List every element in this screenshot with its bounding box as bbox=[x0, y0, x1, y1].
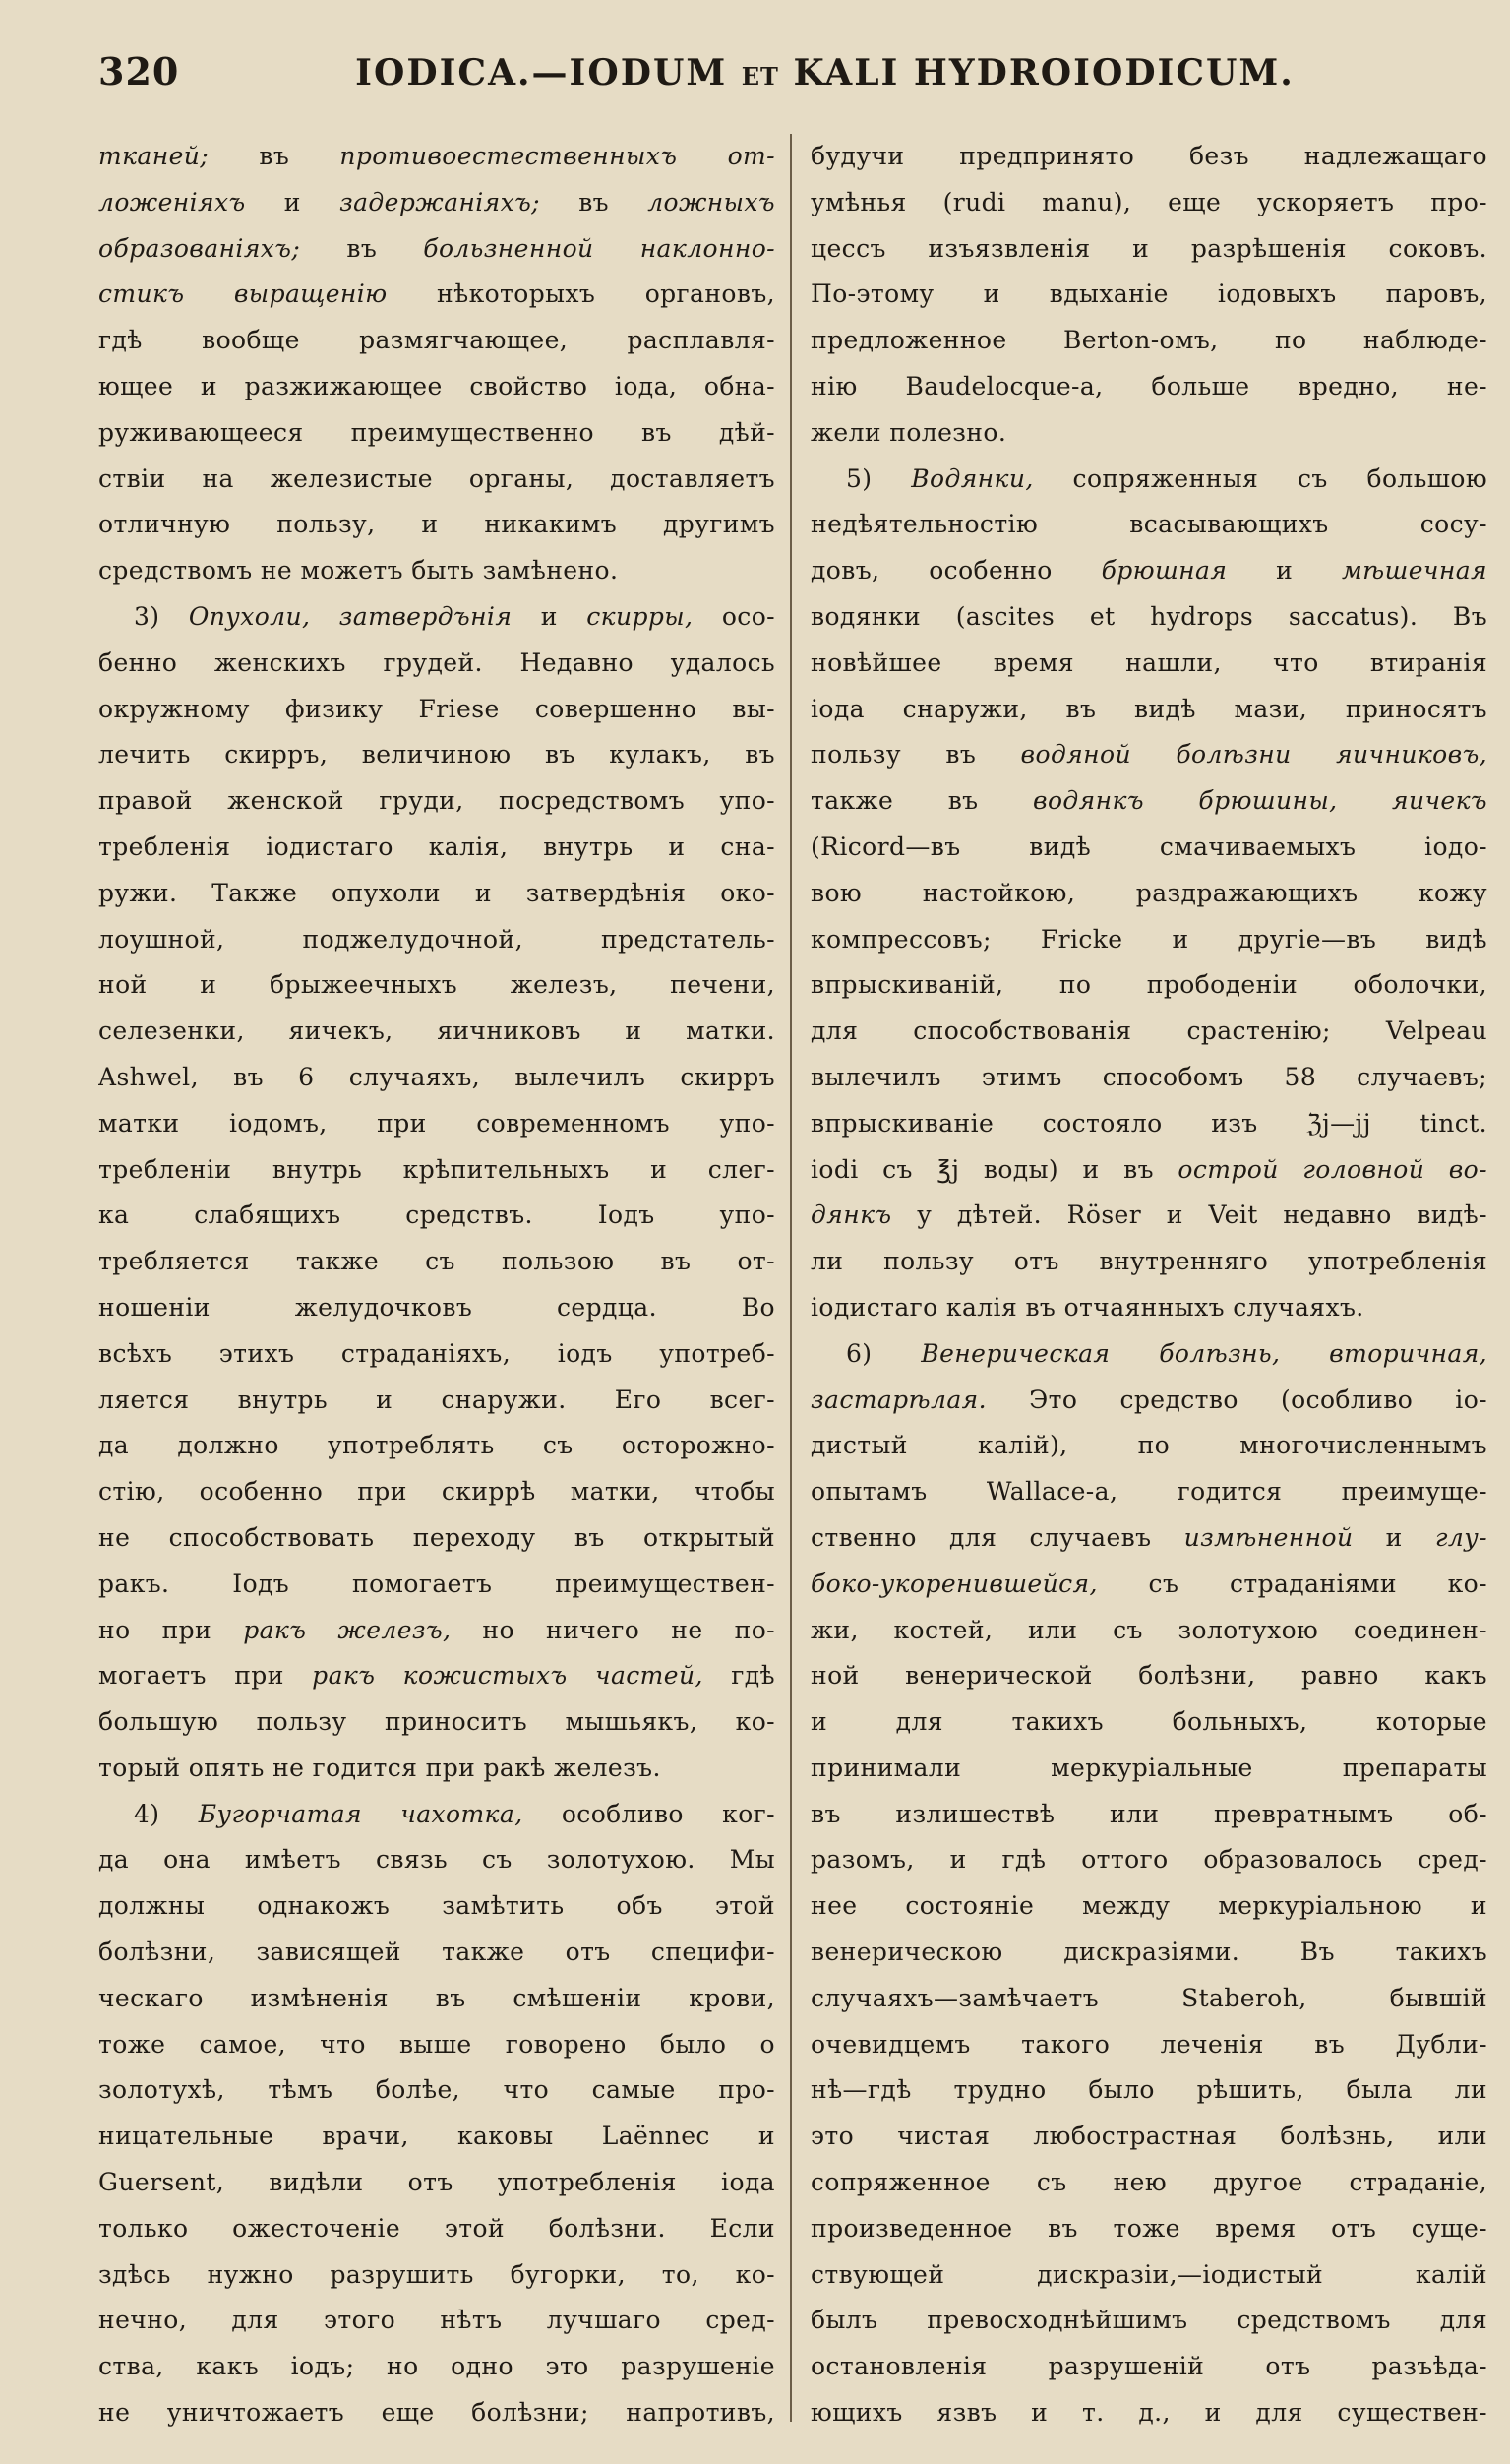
text-run: вою настойкою, раздражающихъ кожу bbox=[811, 878, 1487, 907]
right-column bbox=[811, 134, 1487, 2446]
text-run: въ bbox=[539, 187, 648, 216]
left-column-text-line bbox=[98, 180, 775, 226]
right-column-text-line bbox=[811, 180, 1487, 226]
text-run: но ничего не по- bbox=[451, 1615, 775, 1644]
text-run: не способствовать переходу въ открытый bbox=[98, 1522, 775, 1552]
italic-term: ложныхъ bbox=[647, 187, 775, 216]
left-column-text-line bbox=[98, 2160, 775, 2206]
text-run: да должно употреблять съ осторожно- bbox=[98, 1431, 775, 1460]
text-run: торый опять не годится при ракѣ железъ. bbox=[98, 1753, 661, 1782]
text-run: 4) bbox=[134, 1799, 199, 1828]
right-column-text-line bbox=[811, 1746, 1487, 1792]
left-column-text-line bbox=[98, 962, 775, 1009]
text-run: ной и брыжеечныхъ железъ, печени, bbox=[98, 970, 775, 1000]
text-run: лоушной, поджелудочной, предстатель- bbox=[98, 924, 775, 954]
right-column-text-line bbox=[811, 364, 1487, 410]
text-run: и для такихъ больныхъ, которые bbox=[811, 1707, 1487, 1737]
right-column-text-line bbox=[811, 2252, 1487, 2299]
left-column bbox=[98, 134, 775, 2446]
text-run: ствіи на железистые органы, доставляетъ bbox=[98, 463, 775, 493]
text-run: iodi съ ℥j воды) и въ bbox=[811, 1154, 1178, 1184]
italic-term: брюшная bbox=[1101, 556, 1228, 585]
right-column-text-line bbox=[811, 2344, 1487, 2390]
italic-term: водянкъ брюшины, яичекъ bbox=[1033, 786, 1487, 816]
text-run: произведенное въ тоже время отъ суще- bbox=[811, 2213, 1487, 2243]
left-column-text-line bbox=[98, 318, 775, 364]
right-column-text-line bbox=[811, 1608, 1487, 1654]
italic-term: противоестественныхъ от- bbox=[339, 142, 775, 170]
left-column-text-line bbox=[98, 1562, 775, 1608]
text-run: требленія іодистаго калія, внутрь и сна- bbox=[98, 832, 775, 861]
italic-term: глу- bbox=[1434, 1522, 1487, 1552]
italic-term: измѣненной bbox=[1183, 1522, 1354, 1552]
right-column-text-line bbox=[811, 410, 1487, 457]
left-column-text-line bbox=[98, 641, 775, 687]
right-column-text-line bbox=[811, 962, 1487, 1009]
left-column-text-line bbox=[98, 364, 775, 410]
right-column-text-line bbox=[811, 2114, 1487, 2160]
right-column-text-line bbox=[811, 226, 1487, 273]
left-column-text-line bbox=[98, 1101, 775, 1147]
text-run: новѣйшее время нашли, что втиранія bbox=[811, 647, 1487, 677]
italic-term: дянкъ bbox=[811, 1201, 892, 1230]
right-column-text-line bbox=[811, 825, 1487, 871]
right-column-text-line bbox=[811, 1699, 1487, 1746]
left-column-text-line bbox=[98, 1331, 775, 1378]
text-run: нее состояніе между меркуріальною и bbox=[811, 1891, 1487, 1921]
right-column-text-line bbox=[811, 917, 1487, 963]
text-run: окружному физику Friese совершенно вы- bbox=[98, 694, 775, 723]
right-column-text-line bbox=[811, 778, 1487, 825]
text-run: сопряженное съ нею другое страданіе, bbox=[811, 2168, 1487, 2197]
right-column-text-line bbox=[811, 548, 1487, 594]
left-column-text-line bbox=[98, 1239, 775, 1285]
text-run: очевидцемъ такого леченія въ Дубли- bbox=[811, 2029, 1487, 2059]
text-run: ющее и разжижающее свойство іода, обна- bbox=[98, 371, 775, 400]
left-column-text-line bbox=[98, 2206, 775, 2252]
text-run: всѣхъ этихъ страданіяхъ, іодъ употреб- bbox=[98, 1338, 775, 1368]
right-column-text-line bbox=[811, 1930, 1487, 1976]
right-column-text-line bbox=[811, 1285, 1487, 1331]
text-run: большую пользу приноситъ мышьякъ, ко- bbox=[98, 1707, 775, 1737]
left-column-text-line bbox=[98, 825, 775, 871]
text-run: ка слабящихъ средствъ. Іодъ упо- bbox=[98, 1201, 775, 1230]
left-column-text-line bbox=[98, 1837, 775, 1883]
text-run: довъ, особенно bbox=[811, 556, 1102, 585]
text-run: и bbox=[512, 601, 587, 631]
left-column-text-line bbox=[98, 226, 775, 273]
left-column-text-line bbox=[98, 871, 775, 917]
text-run: умѣнья (rudi manu), еще ускоряетъ про- bbox=[811, 187, 1487, 216]
text-run: іода снаружи, въ видѣ мази, приносятъ bbox=[811, 694, 1487, 723]
text-run: требляется также съ пользою въ от- bbox=[98, 1247, 775, 1276]
right-column-text-line bbox=[811, 2298, 1487, 2344]
text-run: въ bbox=[300, 233, 424, 263]
text-run: Это средство (особливо іо- bbox=[986, 1385, 1487, 1414]
text-run: болѣзни, зависящей также отъ специфи- bbox=[98, 1938, 775, 1967]
left-column-text-line bbox=[98, 2022, 775, 2068]
text-run: случаяхъ—замѣчаетъ Staberoh, бывшій bbox=[811, 1983, 1487, 2012]
right-column-text-line bbox=[811, 134, 1487, 180]
text-run: Ashwel, въ 6 случаяхъ, вылечилъ скирръ bbox=[98, 1062, 775, 1091]
right-column-text-line bbox=[811, 1653, 1487, 1699]
text-run: венерическою дискразіями. Въ такихъ bbox=[811, 1938, 1487, 1967]
left-column-text-line bbox=[98, 410, 775, 457]
left-column-text-line bbox=[98, 2252, 775, 2299]
right-column-text-line bbox=[811, 732, 1487, 778]
right-column-text-line bbox=[811, 2067, 1487, 2114]
right-column-text-line bbox=[811, 1239, 1487, 1285]
running-header bbox=[98, 49, 1492, 98]
left-column-text-line bbox=[98, 502, 775, 548]
text-run: только ожесточеніе этой болѣзни. Если bbox=[98, 2213, 775, 2243]
text-run: у дѣтей. Röser и Veit недавно видѣ- bbox=[891, 1201, 1487, 1230]
right-column-text-line bbox=[811, 687, 1487, 733]
italic-term: Венерическая болѣзнь, вторичная, bbox=[921, 1338, 1487, 1368]
italic-term: Опухоли, затвердънія bbox=[188, 601, 513, 631]
text-run: ной венерической болѣзни, равно какъ bbox=[811, 1661, 1487, 1691]
text-run: цессъ изъязвленія и разрѣшенія соковъ. bbox=[811, 233, 1487, 263]
left-column-text-line bbox=[98, 2067, 775, 2114]
running-title bbox=[246, 52, 1492, 93]
text-run: также въ bbox=[811, 786, 1034, 816]
right-column-text-line bbox=[811, 594, 1487, 641]
text-run: тоже самое, что выше говорено было о bbox=[98, 2029, 775, 2059]
text-run: для способствованія срастенію; Velpeau bbox=[811, 1016, 1487, 1046]
right-column-text-line bbox=[811, 1562, 1487, 1608]
right-column-text-line bbox=[811, 1193, 1487, 1239]
right-column-text-line bbox=[811, 1331, 1487, 1378]
text-run: и bbox=[245, 187, 340, 216]
text-run: бенно женскихъ грудей. Недавно удалось bbox=[98, 647, 775, 677]
right-column-text-line bbox=[811, 1792, 1487, 1838]
left-column-text-line bbox=[98, 548, 775, 594]
text-run: матки іодомъ, при современномъ упо- bbox=[98, 1108, 775, 1138]
left-column-text-line bbox=[98, 1055, 775, 1101]
text-run: дистый калій), по многочисленнымъ bbox=[811, 1431, 1487, 1460]
text-run: ляется внутрь и снаружи. Его всег- bbox=[98, 1385, 775, 1414]
text-run: правой женской груди, посредствомъ упо- bbox=[98, 786, 775, 816]
left-column-text-line bbox=[98, 1608, 775, 1654]
right-column-text-line bbox=[811, 502, 1487, 548]
italic-term: боко-укоренившейся, bbox=[811, 1569, 1098, 1598]
left-column-text-line bbox=[98, 1378, 775, 1424]
italic-term: ткaней; bbox=[98, 142, 210, 170]
text-run: но при bbox=[98, 1615, 244, 1644]
right-column-text-line bbox=[811, 1055, 1487, 1101]
text-run: жели полезно. bbox=[811, 417, 1007, 447]
text-run: ницательные врачи, каковы Laënnec и bbox=[98, 2122, 775, 2151]
text-run: это чистая любострастная болѣзнь, или bbox=[811, 2122, 1487, 2151]
text-run: 3) bbox=[134, 601, 189, 631]
text-run: впрыскиваній, по прободеніи оболочки, bbox=[811, 970, 1487, 1000]
text-run: да она имѣетъ связь съ золотухою. Мы bbox=[98, 1845, 775, 1875]
right-column-text-line bbox=[811, 871, 1487, 917]
right-column-text-line bbox=[811, 641, 1487, 687]
text-run: опытамъ Wallace-а, годится преимуще- bbox=[811, 1477, 1487, 1507]
right-column-text-line bbox=[811, 1837, 1487, 1883]
column-divider bbox=[790, 134, 792, 2422]
italic-term: ложеніяхъ bbox=[98, 187, 246, 216]
text-run: нечно, для этого нѣтъ лучшаго сред- bbox=[98, 2306, 775, 2335]
text-run: гдѣ вообще размягчающее, расплавля- bbox=[98, 326, 775, 355]
left-column-text-line bbox=[98, 1147, 775, 1194]
text-run: и bbox=[1227, 556, 1343, 585]
text-run: отличную пользу, и никакимъ другимъ bbox=[98, 510, 775, 539]
text-run: въ излишествѣ или превратнымъ об- bbox=[811, 1799, 1487, 1828]
text-run: водянки (ascites et hydrops saccatus). Въ bbox=[811, 601, 1487, 631]
text-columns bbox=[98, 134, 1487, 2446]
left-column-text-line bbox=[98, 1746, 775, 1792]
text-run: съ страданіями ко- bbox=[1097, 1569, 1487, 1598]
text-run: остановленія разрушеній отъ разъѣда- bbox=[811, 2352, 1487, 2381]
text-run: могаетъ при bbox=[98, 1661, 313, 1691]
text-run: ственно для случаевъ bbox=[811, 1522, 1184, 1552]
text-run: (Ricord—въ видѣ смачиваемыхъ іодо- bbox=[811, 832, 1487, 861]
right-column-text-line bbox=[811, 272, 1487, 318]
text-run: нѣкоторыхъ органовъ, bbox=[387, 279, 775, 309]
text-run: 6) bbox=[846, 1338, 922, 1368]
text-run: лечить скирръ, величиною въ кулакъ, въ bbox=[98, 740, 775, 770]
text-run: разомъ, и гдѣ оттого образовалось сред- bbox=[811, 1845, 1487, 1875]
text-run: средствомъ не можетъ быть замѣнено. bbox=[98, 556, 619, 585]
right-column-text-line bbox=[811, 2390, 1487, 2436]
running-title-left: IODICA.—IODUM bbox=[355, 52, 728, 93]
text-run: ческаго измѣненія въ смѣшеніи крови, bbox=[98, 1983, 775, 2012]
right-column-text-line bbox=[811, 1515, 1487, 1562]
italic-term: мѣшечная bbox=[1342, 556, 1487, 585]
text-run: осо- bbox=[693, 601, 775, 631]
left-column-text-line bbox=[98, 1883, 775, 1930]
left-column-text-line bbox=[98, 1469, 775, 1515]
left-column-text-line bbox=[98, 1699, 775, 1746]
text-run: гдѣ bbox=[702, 1661, 775, 1691]
text-run: По-этому и вдыханіе іодовыхъ паровъ, bbox=[811, 279, 1487, 309]
text-run: былъ превосходнѣйшимъ средствомъ для bbox=[811, 2306, 1487, 2335]
right-column-text-line bbox=[811, 2206, 1487, 2252]
text-run: здѣсь нужно разрушить бугорки, то, ко- bbox=[98, 2259, 775, 2289]
right-column-text-line bbox=[811, 1009, 1487, 1055]
text-run: въ bbox=[209, 142, 340, 170]
right-column-text-line bbox=[811, 1423, 1487, 1469]
text-run: особливо ког- bbox=[522, 1799, 775, 1828]
text-run: ружи. Также опухоли и затвердѣнія око- bbox=[98, 878, 775, 907]
text-run: ношеніи желудочковъ сердца. Во bbox=[98, 1292, 775, 1322]
left-column-text-line bbox=[98, 1930, 775, 1976]
right-column-text-line bbox=[811, 457, 1487, 503]
italic-term: образованіяхъ; bbox=[98, 233, 301, 263]
left-column-text-line bbox=[98, 1653, 775, 1699]
text-run: недѣятельностію всасывающихъ сосу- bbox=[811, 510, 1487, 539]
right-column-text-line bbox=[811, 1883, 1487, 1930]
right-column-text-line bbox=[811, 1976, 1487, 2022]
italic-term: водяной болѣзни яичниковъ, bbox=[1020, 740, 1487, 770]
running-title-right: KALI HYDROIODICUM. bbox=[793, 52, 1295, 93]
left-column-text-line bbox=[98, 272, 775, 318]
left-column-text-line bbox=[98, 2114, 775, 2160]
text-run: ли пользу отъ внутренняго употребленія bbox=[811, 1247, 1487, 1276]
text-run: нію Baudelocque-а, больше вредно, не- bbox=[811, 371, 1487, 400]
right-column-text-line bbox=[811, 1147, 1487, 1194]
right-column-text-line bbox=[811, 1378, 1487, 1424]
text-run: селезенки, яичекъ, яичниковъ и матки. bbox=[98, 1016, 775, 1046]
text-run: руживающееся преимущественно въ дѣй- bbox=[98, 417, 775, 447]
text-run: 5) bbox=[846, 463, 912, 493]
text-run: золотухѣ, тѣмъ болѣе, что самые про- bbox=[98, 2075, 775, 2105]
text-run: ющихъ язвъ и т. д., и для существен- bbox=[811, 2398, 1487, 2428]
left-column-text-line bbox=[98, 594, 775, 641]
italic-term: ракъ железъ, bbox=[243, 1615, 452, 1644]
text-run: вылечилъ этимъ способомъ 58 случаевъ; bbox=[811, 1062, 1487, 1091]
italic-term: задержаніяхъ; bbox=[339, 187, 540, 216]
italic-term: Бугорчатая чахотка, bbox=[198, 1799, 523, 1828]
text-run: должны однакожъ замѣтить объ этой bbox=[98, 1891, 775, 1921]
italic-term: острой головной во- bbox=[1178, 1154, 1487, 1184]
italic-term: бользненной наклонно- bbox=[423, 233, 775, 263]
left-column-text-line bbox=[98, 1009, 775, 1055]
running-title-et: ET bbox=[741, 62, 779, 91]
text-run: ства, какъ іодъ; но одно это разрушеніе bbox=[98, 2352, 775, 2381]
italic-term: Водянки, bbox=[911, 463, 1034, 493]
text-run: ракъ. Іодъ помогаетъ преимуществен- bbox=[98, 1569, 775, 1598]
left-column-text-line bbox=[98, 732, 775, 778]
left-column-text-line bbox=[98, 1976, 775, 2022]
right-column-text-line bbox=[811, 2022, 1487, 2068]
left-column-text-line bbox=[98, 917, 775, 963]
left-column-text-line bbox=[98, 1792, 775, 1838]
right-column-text-line bbox=[811, 1469, 1487, 1515]
left-column-text-line bbox=[98, 2344, 775, 2390]
text-run: жи, костей, или съ золотухою соединен- bbox=[811, 1615, 1487, 1644]
text-run: нѣ—гдѣ трудно было рѣшить, была ли bbox=[811, 2075, 1487, 2105]
text-run: и bbox=[1353, 1522, 1435, 1552]
left-column-text-line bbox=[98, 1285, 775, 1331]
left-column-text-line bbox=[98, 687, 775, 733]
left-column-text-line bbox=[98, 2298, 775, 2344]
page-number: 320 bbox=[98, 49, 180, 93]
right-column-text-line bbox=[811, 1101, 1487, 1147]
text-run: ствующей дискразіи,—іодистый калій bbox=[811, 2259, 1487, 2289]
text-run: іодистаго калія въ отчаянныхъ случаяхъ. bbox=[811, 1292, 1364, 1322]
italic-term: застарѣлая. bbox=[811, 1385, 987, 1414]
left-column-text-line bbox=[98, 457, 775, 503]
text-run: требленіи внутрь крѣпительныхъ и слег- bbox=[98, 1154, 775, 1184]
right-column-text-line bbox=[811, 318, 1487, 364]
left-column-text-line bbox=[98, 778, 775, 825]
text-run: впрыскиваніе состояло изъ ℨj—jj tinct. bbox=[811, 1108, 1487, 1138]
italic-term: ракъ кожистыхъ частей, bbox=[312, 1661, 703, 1691]
text-run: принимали меркуріальные препараты bbox=[811, 1753, 1487, 1782]
left-column-text-line bbox=[98, 1515, 775, 1562]
text-run: стію, особенно при скиррѣ матки, чтобы bbox=[98, 1477, 775, 1507]
left-column-text-line bbox=[98, 2390, 775, 2436]
right-column-text-line bbox=[811, 2160, 1487, 2206]
left-column-text-line bbox=[98, 1193, 775, 1239]
text-run: не уничтожаетъ еще болѣзни; напротивъ, bbox=[98, 2398, 775, 2428]
italic-term: скирры, bbox=[586, 601, 694, 631]
left-column-text-line bbox=[98, 1423, 775, 1469]
italic-term: стикъ выращенію bbox=[98, 279, 388, 309]
text-run: сопряженныя съ большою bbox=[1033, 463, 1487, 493]
text-run: будучи предпринято безъ надлежащаго bbox=[811, 142, 1487, 170]
text-run: компрессовъ; Fricke и другіе—въ видѣ bbox=[811, 924, 1487, 954]
text-run: Guersent, видѣли отъ употребленія іода bbox=[98, 2168, 775, 2197]
text-run: пользу въ bbox=[811, 740, 1021, 770]
text-run: предложенное Berton-омъ, по наблюде- bbox=[811, 326, 1487, 355]
left-column-text-line bbox=[98, 134, 775, 180]
